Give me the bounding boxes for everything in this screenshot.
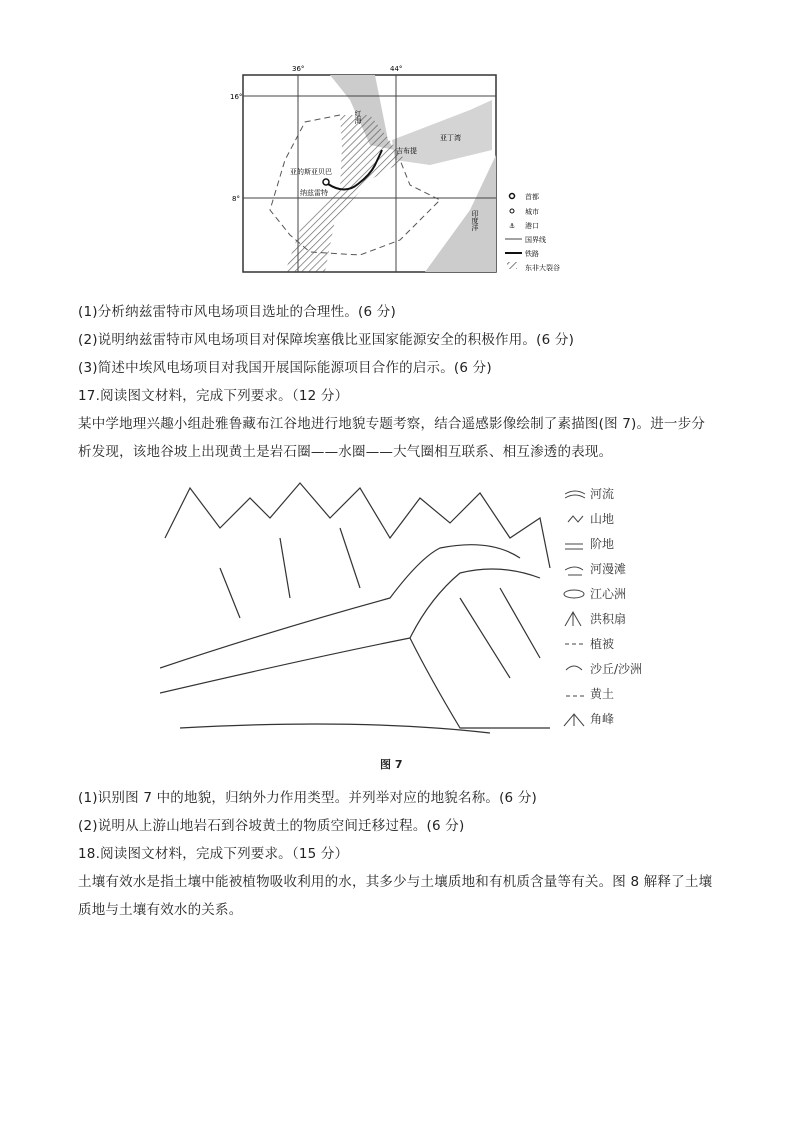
legend-border: 国界线 [525,236,546,244]
legend-island: 江心洲 [590,587,627,601]
q17-para-2: 析发现，该地谷坡上出现黄土是岩石圈——水圈——大气圈相互联系、相互渗透的表现。 [78,444,613,460]
lon-label-44: 44° [390,65,403,73]
place-nazret: 纳兹雷特 [300,189,328,197]
place-indian-ocean: 印度洋 [471,210,479,231]
legend-mountain: 山地 [590,512,615,526]
place-red-sea: 红海 [354,110,362,124]
figure-7-caption: 图 7 [380,758,403,771]
ethiopia-map [230,60,590,280]
q17-question-1: (1)识别图 7 中的地貌，归纳外力作用类型。并列举对应的地貌名称。(6 分) [78,790,538,806]
q16-item-3: (3)简述中埃风电场项目对我国开展国际能源项目合作的启示。(6 分) [78,360,492,376]
q17-para-1: 某中学地理兴趣小组赴雅鲁藏布江谷地进行地貌专题考察，结合遥感影像绘制了素描图(图 7)。进一步分 [78,416,706,432]
q17-question-2: (2)说明从上游山地岩石到谷坡黄土的物质空间迁移过程。(6 分) [78,818,465,834]
q18-title: 18.阅读图文材料，完成下列要求。（15 分） [78,846,349,862]
legend-vegetation: 植被 [590,637,615,651]
legend-railway: 铁路 [525,250,539,258]
q17-title: 17.阅读图文材料，完成下列要求。（12 分） [78,388,349,404]
map-legend [505,192,560,272]
legend-floodplain: 河漫滩 [590,562,627,576]
place-djibouti: 吉布提 [396,147,417,155]
lat-label-8: 8° [232,195,240,203]
legend-port: 港口 [525,222,539,230]
legend-alluvial-fan: 洪积扇 [590,612,627,626]
place-gulf: 亚丁湾 [440,134,461,142]
valley-sketch [160,478,650,748]
legend-loess: 黄土 [590,687,615,701]
legend-city: 城市 [525,208,539,216]
legend-rift: 东非大裂谷 [525,264,560,272]
legend-terrace: 阶地 [590,537,615,551]
q16-item-1: (1)分析纳兹雷特市风电场项目选址的合理性。(6 分) [78,304,396,320]
q18-para-1: 土壤有效水是指土壤中能被植物吸收利用的水，其多少与土壤质地和有机质含量等有关。图 8 解释了土壤 [78,874,713,890]
anchor-icon: ⚓ [509,222,516,230]
place-addis: 亚的斯亚贝巴 [290,168,332,176]
legend-horn: 角峰 [590,712,615,726]
legend-dune: 沙丘/沙洲 [590,662,643,676]
legend-capital: 首都 [525,193,539,201]
lon-label-36: 36° [292,65,305,73]
lat-label-16: 16° [230,93,243,101]
q18-para-2: 质地与土壤有效水的关系。 [78,902,243,918]
legend-river: 河流 [590,487,615,501]
q16-item-2: (2)说明纳兹雷特市风电场项目对保障埃塞俄比亚国家能源安全的积极作用。(6 分) [78,332,575,348]
